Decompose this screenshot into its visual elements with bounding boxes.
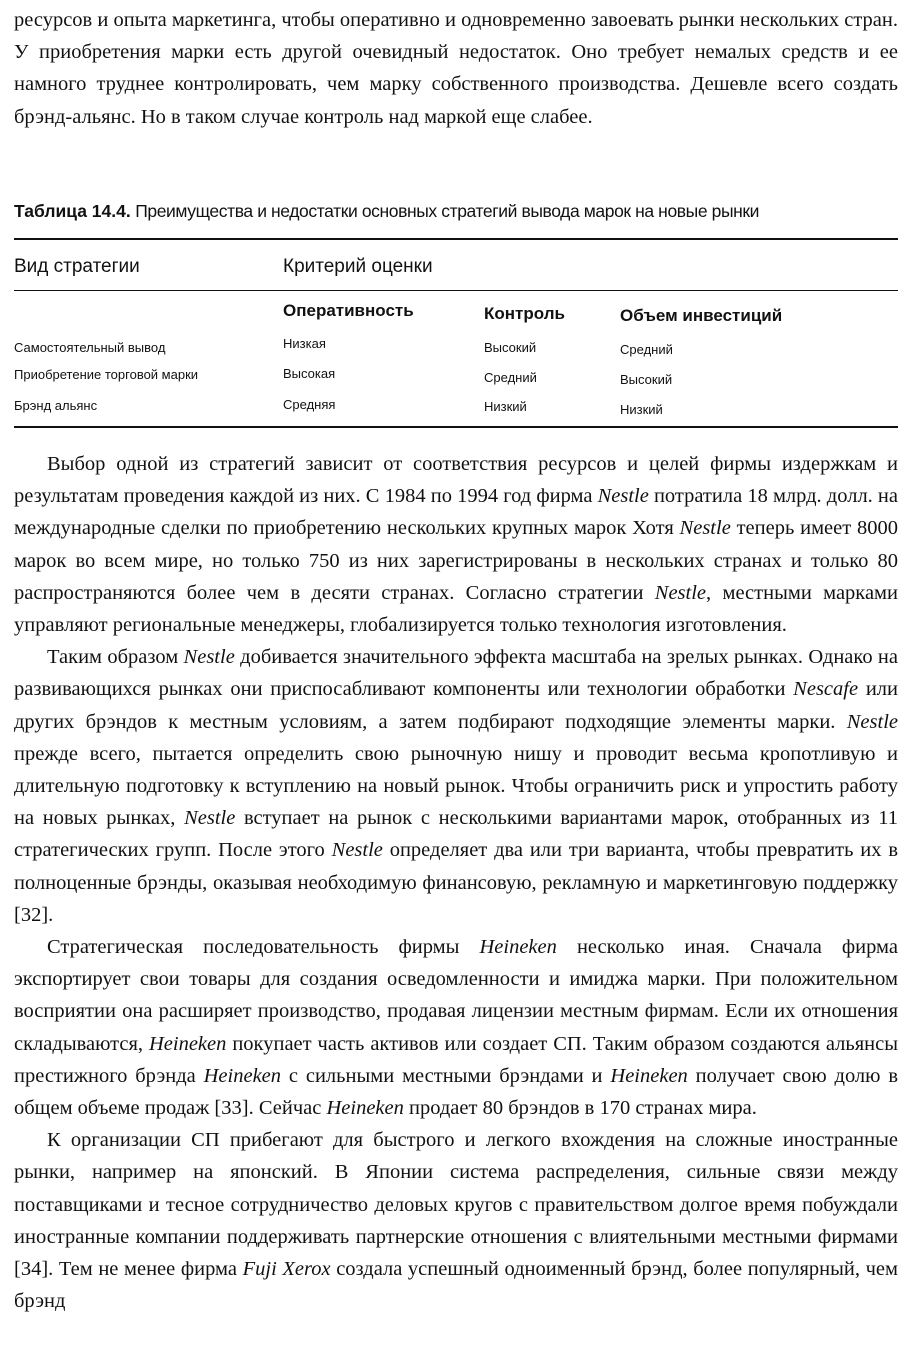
column-header-speed: Оперативность [283, 301, 414, 320]
table-caption [14, 201, 898, 222]
brand-name: Heineken [203, 1064, 282, 1087]
brand-name: Heineken [326, 1097, 404, 1120]
column-header-investment: Объем инвестиций [620, 306, 783, 325]
row-cell-investment: Средний [620, 342, 673, 357]
paragraph-nestle-markets: Таким образом Nestle добивается значительного эффекта масштаба на зрелых рынках. Однако на развивающихся рынках они приспосабливают компоненты или технологии обработки Nescafe или других брэндов к местным условиям, а затем подбирают подходящие элементы марки. Nestle прежде всего, пытается определить свою рыночную нишу и проводит весьма кропотливую и длительную подготовку к вступлению на новый рынок. Чтобы ограничить риск и упростить работу на новых рынках, Nestle вступает на рынок с несколькими вариантами марок, отобранных из 11 стратегических групп. После этого Nestle определяет два или три варианта, чтобы превратить их в полноценные брэнды, оказывая необходимую финансовую, рекламную и маркетинговую поддержку [32]. [14, 646, 899, 926]
paragraph-heineken: Стратегическая последовательность фирмы Heineken несколько иная. Сначала фирма экспортирует свои товары для создания осведомленности и имиджа марки. При положительном восприятии она расширяет производство, продавая лицензии местным фирмам. Если их отношения складываются, Heineken покупает часть активов или создает СП. Таким образом создаются альянсы престижного брэнда Heineken с сильными местными брэндами и Heineken получает свою долю в общем объеме продаж [33]. Сейчас Heineken продает 80 брэндов в 170 странах мира. [14, 936, 899, 1120]
brand-name: Nestle [184, 807, 236, 830]
brand-name: Nestle [654, 581, 707, 604]
brand-name: Nestle [597, 485, 649, 508]
table-top-rule [14, 238, 898, 240]
table-bottom-rule [14, 426, 898, 428]
header-strategy: Вид стратегии [14, 256, 140, 277]
brand-name: Nestle [183, 646, 235, 669]
column-header-control: Контроль [484, 304, 565, 323]
table-caption-label: Таблица 14.4. [14, 201, 131, 221]
table-header-rule [14, 290, 898, 291]
row-cell-speed: Высокая [283, 366, 336, 381]
table-caption-text: Преимущества и недостатки основных стратегий вывода марок на новые рынки [135, 201, 760, 221]
row-strategy-name: Приобретение торговой марки [14, 367, 199, 382]
brand-name: Nestle [679, 517, 731, 540]
paragraph-nestle-strategy: Выбор одной из стратегий зависит от соответствия ресурсов и целей фирмы издержкам и результатам проведения каждой из них. С 1984 по 1994 год фирма Nestle потратила 18 млрд. долл. на международные сделки по приобретению нескольких крупных марок Хотя Nestle теперь имеет 8000 марок во всем мире, но только 750 из них зарегистрированы в нескольких странах и только 80 распространяются более чем в десяти странах. Согласно стратегии Nestle, местными марками управляют региональные менеджеры, глобализируется только технология изготовления. [14, 453, 898, 637]
row-strategy-name: Самостоятельный вывод [14, 340, 166, 355]
row-cell-control: Средний [484, 370, 537, 385]
header-criteria: Критерий оценки [283, 256, 433, 277]
body-text [14, 448, 898, 1317]
row-cell-investment: Высокий [620, 372, 673, 387]
brand-name: Heineken [148, 1032, 227, 1055]
row-cell-investment: Низкий [620, 402, 663, 417]
paragraph-joint-ventures: К организации СП прибегают для быстрого и легкого вхождения на сложные иностранные рынки, например на японский. В Японии система распределения, сильные связи между поставщиками и тесное сотрудничество деловых кругов с правительством долгое время побуждали иностранные компании поддерживать партнерские отношения с влиятельными местными фирмами [34]. Тем не менее фирма Fuji Xerox создала успешный одноименный брэнд, более популярный, чем брэнд [14, 1129, 898, 1313]
intro-paragraph [14, 4, 898, 133]
row-strategy-name: Брэнд альянс [14, 398, 98, 413]
row-cell-speed: Низкая [283, 336, 326, 351]
brand-name: Heineken [479, 936, 557, 959]
intro-text: ресурсов и опыта маркетинга, чтобы оперативно и одновременно завоевать рынки нескольких стран. У приобретения марки есть другой очевидный недостаток. Оно требует немалых средств и ее намного труднее контролировать, чем марку собственного производства. Дешевле всего создать брэнд-альянс. Но в таком случае контроль над маркой еще слабее. [14, 9, 898, 128]
brand-name: Fuji Xerox [242, 1258, 331, 1281]
row-cell-control: Высокий [484, 340, 537, 355]
brand-name: Heineken [610, 1064, 688, 1087]
row-cell-speed: Средняя [283, 397, 336, 412]
brand-name: Nestle [331, 839, 383, 862]
brand-name: Nescafe [793, 678, 859, 701]
row-cell-control: Низкий [484, 399, 527, 414]
brand-name: Nestle [846, 710, 898, 733]
